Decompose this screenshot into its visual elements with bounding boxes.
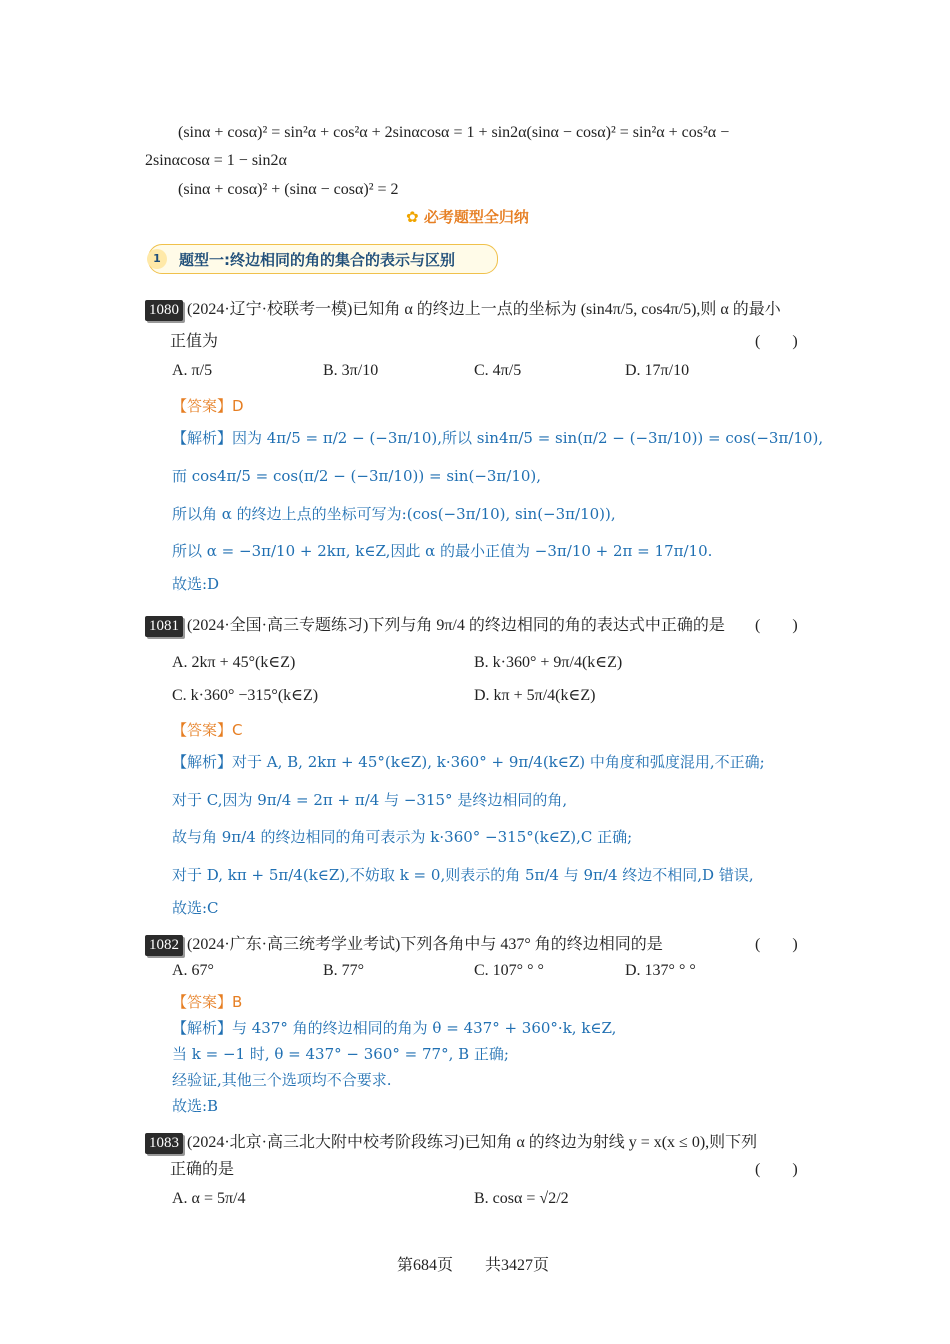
answer-label: 【答案】C [172, 721, 243, 739]
option-d: D. kπ + 5π/4(k∈Z) [474, 687, 596, 704]
formula-line-1: (sinα + cosα)² = sin²α + cos²α + 2sinαcosα = 1 + sin2α(sinα − cosα)² = sin²α + cos²α − [178, 124, 730, 141]
analysis-line: 【解析】因为 4π/5 = π/2 − (−3π/10),所以 sin4π/5 = sin(π/2 − (−3π/10)) = cos(−3π/10), [172, 429, 824, 447]
analysis-line: 对于 C,因为 9π/4 = 2π + π/4 与 −315° 是终边相同的角, [172, 791, 568, 809]
option-b: B. 77° [323, 962, 365, 979]
option-d: D. 17π/10 [625, 362, 690, 379]
formula-line-2: 2sinαcosα = 1 − sin2α [145, 152, 287, 169]
section-heading-text: 必考题型全归纳 [423, 208, 529, 226]
option-b: B. 3π/10 [323, 362, 379, 379]
analysis-line: 故选:C [172, 899, 219, 917]
question-number: 1080 [145, 300, 183, 321]
page-number: 第684页 [397, 1257, 454, 1274]
question-stem-text: (2024·北京·高三北大附中校考阶段练习)已知角 α 的终边为射线 y = x(x ≤ 0),则下列 [187, 1134, 758, 1151]
topic-banner [148, 244, 498, 274]
analysis-line: 而 cos4π/5 = cos(π/2 − (−3π/10)) = sin(−3π/10), [172, 467, 542, 485]
question-number: 1081 [145, 616, 183, 637]
question-stem-text: (2024·广东·高三统考学业考试)下列各角中与 437° 角的终边相同的是 [187, 936, 663, 953]
option-a: A. α = 5π/4 [172, 1190, 246, 1207]
question-number: 1083 [145, 1133, 183, 1154]
answer-blank: ( ) [755, 333, 798, 350]
question-stem-text: (2024·辽宁·校联考一模)已知角 α 的终边上一点的坐标为 (sin4π/5, cos4π/5),则 α 的最小 [187, 301, 781, 318]
star-badge-icon: 1 [147, 249, 167, 269]
answer-blank: ( ) [755, 617, 798, 634]
section-heading [406, 206, 529, 227]
question-1080-stem [145, 296, 781, 321]
question-1081-stem [145, 612, 725, 637]
analysis-line: 对于 D, kπ + 5π/4(k∈Z),不妨取 k = 0,则表示的角 5π/4 与 9π/4 终边不相同,D 错误, [172, 866, 754, 884]
answer-blank: ( ) [755, 936, 798, 953]
question-number: 1082 [145, 935, 183, 956]
option-a: A. π/5 [172, 362, 213, 379]
option-a: A. 67° [172, 962, 214, 979]
formula-line-3: (sinα + cosα)² + (sinα − cosα)² = 2 [178, 181, 399, 198]
analysis-line: 故与角 9π/4 的终边相同的角可表示为 k·360° −315°(k∈Z),C 正确; [172, 828, 633, 846]
question-1083-stem-line2: 正确的是 [170, 1161, 235, 1178]
analysis-line: 【解析】与 437° 角的终边相同的角为 θ = 437° + 360°·k, k∈Z, [172, 1019, 617, 1037]
question-1082-stem [145, 931, 663, 956]
flower-icon: ✿ [406, 208, 419, 226]
answer-blank: ( ) [755, 1161, 798, 1178]
analysis-line: 【解析】对于 A, B, 2kπ + 45°(k∈Z), k·360° + 9π/4(k∈Z) 中角度和弧度混用,不正确; [172, 753, 765, 771]
question-1083-stem [145, 1129, 757, 1154]
question-stem-text: (2024·全国·高三专题练习)下列与角 9π/4 的终边相同的角的表达式中正确的是 [187, 617, 725, 634]
analysis-line: 故选:B [172, 1097, 219, 1115]
answer-label: 【答案】D [172, 397, 244, 415]
option-a: A. 2kπ + 45°(k∈Z) [172, 654, 296, 671]
option-b: B. cosα = √2/2 [474, 1190, 569, 1207]
option-c: C. k·360° −315°(k∈Z) [172, 687, 319, 704]
answer-label: 【答案】B [172, 993, 243, 1011]
option-d: D. 137° ° ° [625, 962, 696, 979]
option-b: B. k·360° + 9π/4(k∈Z) [474, 654, 623, 671]
page-total: 共3427页 [485, 1257, 550, 1274]
analysis-line: 经验证,其他三个选项均不合要求. [172, 1071, 392, 1089]
analysis-line: 当 k = −1 时, θ = 437° − 360° = 77°, B 正确; [172, 1045, 509, 1063]
question-1080-stem-line2: 正值为 [170, 333, 219, 350]
option-c: C. 4π/5 [474, 362, 522, 379]
analysis-line: 故选:D [172, 575, 220, 593]
option-c: C. 107° ° ° [474, 962, 544, 979]
analysis-line: 所以角 α 的终边上点的坐标可写为:(cos(−3π/10), sin(−3π/10)), [172, 505, 616, 523]
topic-banner-title: 题型一:终边相同的角的集合的表示与区别 [179, 251, 456, 269]
page-footer [397, 1252, 549, 1275]
analysis-line: 所以 α = −3π/10 + 2kπ, k∈Z,因此 α 的最小正值为 −3π/10 + 2π = 17π/10. [172, 542, 713, 560]
